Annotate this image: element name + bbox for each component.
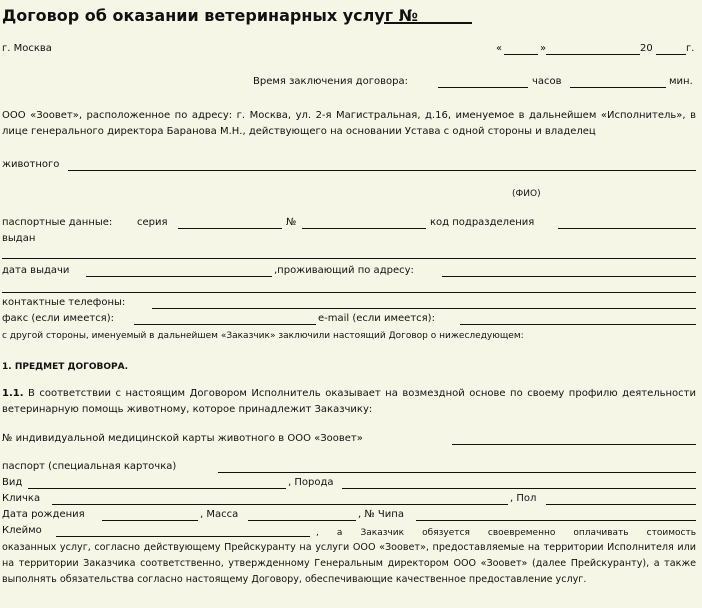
date-day-field[interactable] [504,54,538,55]
birth-date-label: Дата рождения [2,509,85,520]
passport-number-field[interactable] [302,228,426,229]
number-label: № [286,217,297,228]
time-label: Время заключения договора: [253,76,408,87]
chip-label: , № Чипа [358,509,404,520]
issued-label: выдан [2,233,36,244]
address-label: ,проживающий по адресу: [274,265,414,276]
phones-label: контактные телефоны: [2,297,126,308]
series-label: серия [137,217,168,228]
passport-label: паспортные данные: [2,217,113,228]
email-field[interactable] [460,324,696,325]
clause-text: В соответствии с настоящим Договором Исполнитель оказывает на возмездной основе по своему профилю деятельности ветеринарную помощь животному, которое принадлежит Заказчику: [2,388,696,415]
intro-paragraph: ООО «Зоовет», расположенное по адресу: г. Москва, ул. 2-я Магистральная, д.16, именуемое в дальнейшем «Исполнитель», в лице генерального директора Баранова М.Н., действующего на основании Устава с одной стороны и владелец [2,110,696,137]
mass-label: , Масса [200,509,239,520]
email-label: e-mail (если имеется): [318,313,435,324]
chip-field[interactable] [416,520,696,521]
fax-field[interactable] [134,324,316,325]
issue-date-field[interactable] [86,276,272,277]
sex-label: , Пол [510,493,537,504]
time-hours-field[interactable] [438,87,528,88]
date-month-field[interactable] [546,54,640,55]
birth-date-field[interactable] [102,520,198,521]
mass-field[interactable] [248,520,356,521]
payment-paragraph: оказанных услуг, согласно действующему Прейскуранту на услуги ООО «Зоовет», предоставляемые на территории Исполнителя или на территории Заказчика соответственно, утвержденному Генеральным директором ООО «Зоовет» (далее Прейскуранту), а также выполнять обязательства согласно настоящему Договору, обеспечивающие качественное предоставление услуг. [2,542,696,585]
passport-series-field[interactable] [178,228,282,229]
clause-1-1 [2,386,696,418]
breed-label: , Порода [288,477,334,488]
issued-by-field[interactable] [2,258,696,259]
year-prefix: 20 [640,43,653,54]
date-year-field[interactable] [656,54,686,55]
clause-number: 1.1. [2,388,24,399]
issue-date-label: дата выдачи [2,265,70,276]
fax-label: факс (если имеется): [2,313,114,324]
species-field[interactable] [28,488,286,489]
species-label: Вид [2,477,23,488]
fio-hint: (ФИО) [512,189,541,199]
address-field[interactable] [442,276,696,277]
phones-field[interactable] [152,308,696,309]
division-code-field[interactable] [558,228,696,229]
division-code-label: код подразделения [430,217,535,228]
document-title: Договор об оказании ветеринарных услуг № [2,6,418,25]
sex-field[interactable] [546,504,696,505]
contract-number-field[interactable] [384,22,472,24]
city-label: г. Москва [2,43,52,54]
medical-card-field[interactable] [452,444,696,445]
owner-label: животного [2,159,60,170]
brand-tail-text: , а Заказчик обязуется своевременно оплачивать стоимость [316,528,696,538]
brand-field[interactable] [56,536,310,537]
section-1-heading: 1. ПРЕДМЕТ ДОГОВОРА. [2,362,129,372]
animal-passport-field[interactable] [218,472,696,473]
animal-name-field[interactable] [52,504,508,505]
animal-passport-label: паспорт (специальная карточка) [2,461,177,472]
owner-name-field[interactable] [68,170,696,171]
animal-name-label: Кличка [2,493,41,504]
closing-text: с другой стороны, именуемый в дальнейшем «Заказчик» заключили настоящий Договор о нижеследующем: [2,331,524,341]
date-open-quote: « [496,43,503,54]
year-suffix: г. [686,43,695,54]
medical-card-label: № индивидуальной медицинской карты животного в ООО «Зоовет» [2,433,363,444]
time-minutes-field[interactable] [570,87,666,88]
hours-label: часов [532,76,562,87]
minutes-label: мин. [669,76,693,87]
address-field-line-2[interactable] [2,292,696,293]
brand-label: Клеймо [2,525,42,536]
date-close-quote: » [540,43,547,54]
breed-field[interactable] [342,488,696,489]
